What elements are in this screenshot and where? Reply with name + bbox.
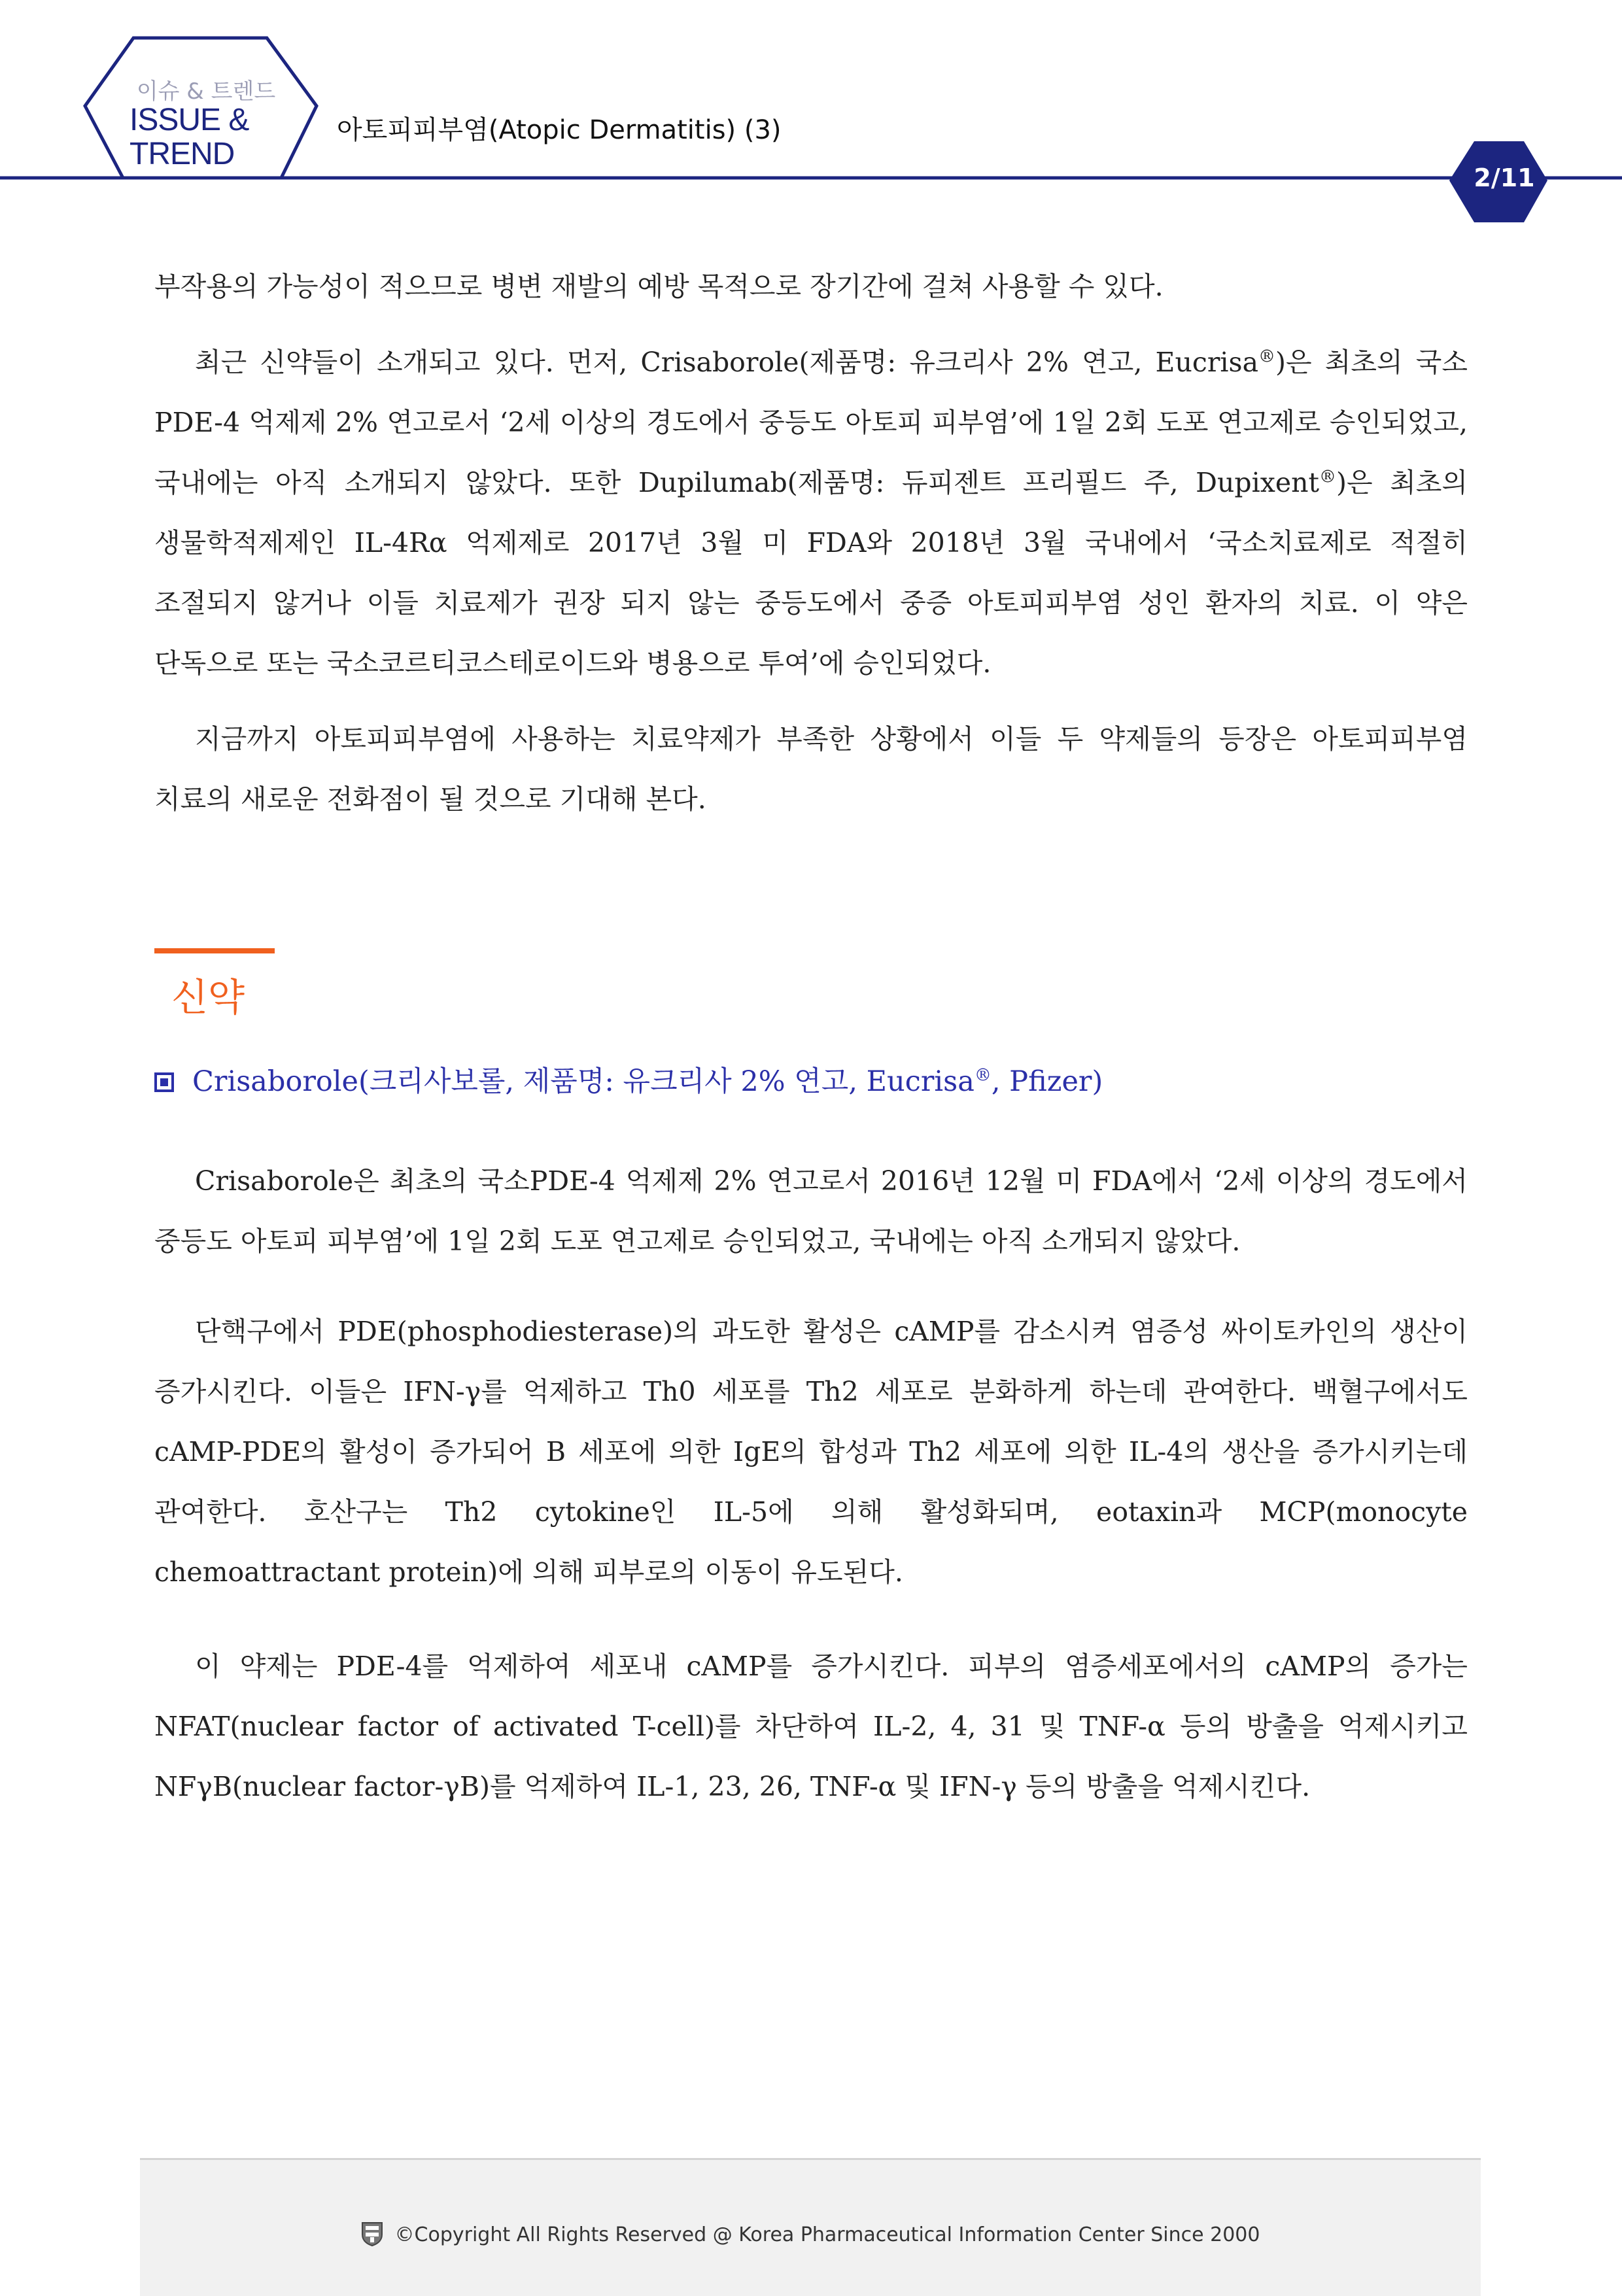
section-title: 신약: [171, 975, 245, 1019]
footer-copyright: ©Copyright All Rights Reserved @ Korea Pharmaceutical Information Center Since 2000: [394, 2223, 1260, 2246]
drug-paragraph-3: 이 약제는 PDE-4를 억제하여 세포내 cAMP를 증가시킨다. 피부의 염증세포에서의 cAMP의 증가는 NFAT(nuclear factor of activated T-cell)를 차단하여 IL-2, 4, 31 및 TNF-α 등의 방출을 억제시키고 NFγB(nuclear factor-γB)를 억제하여 IL-1, 23, 26, TNF-α 및 IFN-γ 등의 방출을 억제시킨다.: [154, 1651, 1468, 1802]
drug-paragraph-2-block: [154, 1301, 1468, 1602]
intro-p2-part-a: 최근 신약들이 소개되고 있다. 먼저, Crisaborole(제품명: 유크리사 2% 연고, Eucrisa: [195, 347, 1259, 378]
drug-paragraph-3-block: [154, 1636, 1468, 1817]
header-title: 아토피피부염(Atopic Dermatitis) (3): [337, 115, 782, 145]
footer-copyright-line: [140, 2220, 1481, 2246]
registered-mark: ®: [1319, 467, 1337, 487]
drug-heading-part-a: Crisaborole(크리사보롤, 제품명: 유크리사 2% 연고, Eucrisa: [192, 1065, 975, 1098]
square-bullet-icon: [154, 1072, 174, 1092]
intro-paragraph-3: 지금까지 아토피피부염에 사용하는 치료약제가 부족한 상황에서 이들 두 약제들의 등장은 아토피피부염 치료의 새로운 전화점이 될 것으로 기대해 본다.: [154, 723, 1468, 815]
drug-heading-part-b: , Pfizer): [991, 1065, 1103, 1098]
intro-p2-part-b: )은 최초의 국소 PDE-4 억제제 2% 연고로서 ‘2세 이상의 경도에서 중등도 아토피 피부염’에 1일 2회 도포 연고제로 승인되었고, 국내에는 아직 소개되지 않았다. 또한 Dupilumab(제품명: 듀피젠트 프리필드 주, Dupixent: [154, 347, 1468, 498]
logo-issue-trend: [129, 103, 286, 171]
logo-line-1: ISSUE &: [129, 103, 249, 137]
intro-p2-part-c: )은 최초의 생물학적제제인 IL-4Rα 억제제로 2017년 3월 미 FDA와 2018년 3월 국내에서 ‘국소치료제로 적절히 조절되지 않거나 이들 치료제가 권장 되지 않는 중등도에서 중증 아토피피부염 성인 환자의 치료. 이 약은 단독으로 또는 국소코르티코스테로이드와 병용으로 투여’에 승인되었다.: [154, 467, 1468, 679]
drug-paragraph-1: Crisaborole은 최초의 국소PDE-4 억제제 2% 연고로서 2016년 12월 미 FDA에서 ‘2세 이상의 경도에서 중등도 아토피 피부염’에 1일 2회 도포 연고제로 승인되었고, 국내에는 아직 소개되지 않았다.: [154, 1165, 1468, 1257]
registered-mark: ®: [1258, 347, 1276, 367]
intro-paragraph-1: 부작용의 가능성이 적으므로 병변 재발의 예방 목적으로 장기간에 걸쳐 사용할 수 있다.: [154, 271, 1164, 302]
page-footer: [140, 2158, 1481, 2296]
drug-paragraph-1-block: [154, 1151, 1468, 1271]
page-number: 2/11: [1474, 163, 1535, 192]
intro-paragraph-2: [154, 332, 1468, 693]
drug-heading: [154, 1059, 1468, 1099]
intro-text: [154, 256, 1468, 829]
kpic-emblem-icon: [361, 2220, 383, 2246]
logo-small-text: 이슈 & 트렌드: [136, 78, 276, 105]
drug-paragraph-2: 단핵구에서 PDE(phosphodiesterase)의 과도한 활성은 cAMP를 감소시켜 염증성 싸이토카인의 생산이 증가시킨다. 이들은 IFN-γ를 억제하고 Th0 세포를 Th2 세포로 분화하게 하는데 관여한다. 백혈구에서도 cAMP-PDE의 활성이 증가되어 B 세포에 의한 IgE의 합성과 Th2 세포에 의한 IL-4의 생산을 증가시키는데 관여한다. 호산구는 Th2 cytokine인 IL-5에 의해 활성화되며, eotaxin과 MCP(monocyte chemoattractant protein)에 의해 피부로의 이동이 유도된다.: [154, 1316, 1468, 1588]
page-header: [0, 0, 1622, 235]
section-accent-bar: [154, 948, 275, 953]
logo-line-2: TREND: [129, 137, 235, 171]
registered-mark: ®: [974, 1065, 992, 1086]
